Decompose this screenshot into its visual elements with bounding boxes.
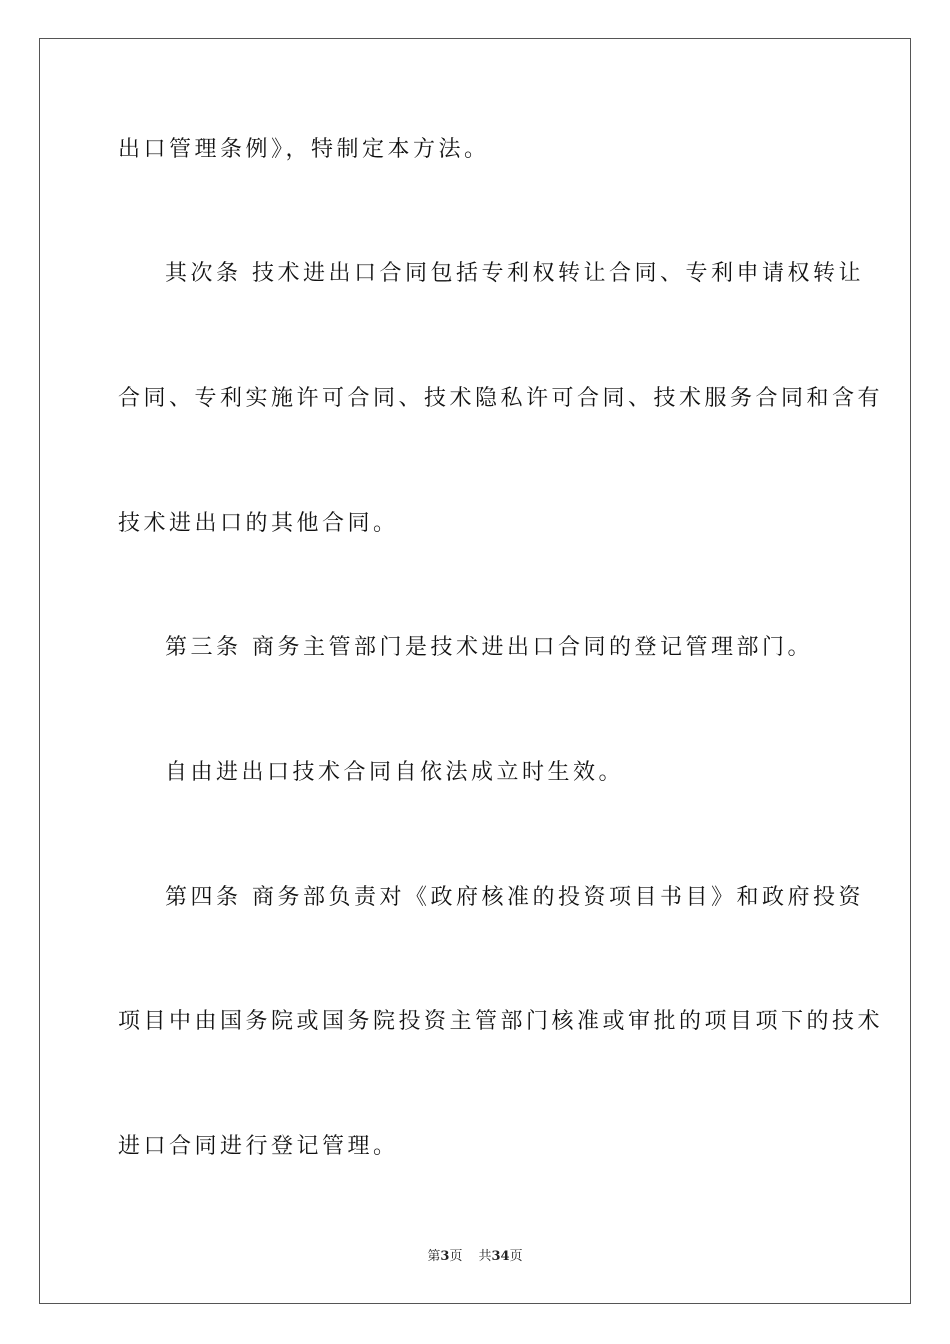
paragraph-line-7: 第四条 商务部负责对《政府核准的投资项目书目》和政府投资 [165, 885, 864, 910]
total-prefix: 共 [478, 1249, 492, 1264]
paragraph-line-6: 自由进出口技术合同自依法成立时生效。 [165, 760, 625, 785]
paragraph-line-8: 项目中由国务院或国务院投资主管部门核准或审批的项目项下的技术 [118, 1009, 884, 1034]
paragraph-line-5: 第三条 商务主管部门是技术进出口合同的登记管理部门。 [165, 635, 813, 660]
paragraph-line-4: 技术进出口的其他合同。 [118, 511, 399, 536]
total-suffix: 页 [509, 1249, 523, 1264]
page-number: 3 [440, 1249, 450, 1264]
page-border [39, 38, 911, 1304]
page-footer [0, 1248, 950, 1266]
paragraph-line-1: 出口管理条例》，特制定本方法。 [118, 137, 490, 162]
paragraph-line-3: 合同、专利实施许可合同、技术隐私许可合同、技术服务合同和含有 [118, 386, 884, 411]
page-prefix: 第 [427, 1249, 441, 1264]
page-suffix: 页 [449, 1249, 463, 1264]
paragraph-line-9: 进口合同进行登记管理。 [118, 1134, 399, 1159]
total-pages: 34 [491, 1249, 510, 1264]
paragraph-line-2: 其次条 技术进出口合同包括专利权转让合同、专利申请权转让 [165, 261, 864, 286]
